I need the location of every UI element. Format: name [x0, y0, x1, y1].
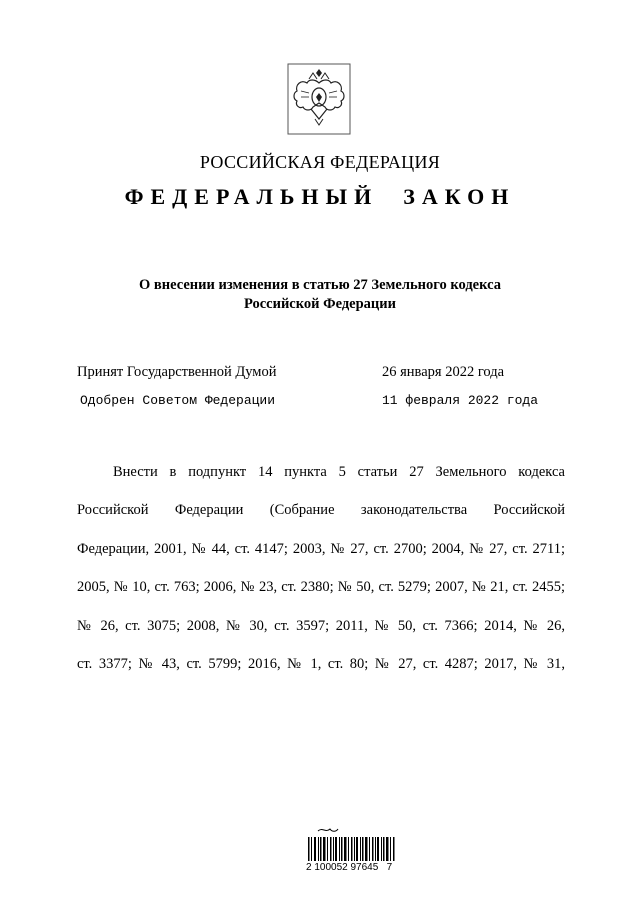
council-approval-date: 11 февраля 2022 года	[382, 393, 539, 408]
law-title-line-2: Российской Федерации	[243, 296, 396, 312]
body-line: 2005, № 10, ст. 763; 2006, № 23, ст. 2380; № 50, ст. 5279; 2007, № 21, ст. 2455;	[77, 579, 565, 595]
coat-of-arms-icon	[287, 63, 351, 135]
body-line: ст. 3377; № 43, ст. 5799; 2016, № 1, ст. 80; № 27, ст. 4287; 2017, № 31,	[77, 656, 565, 672]
body-line: № 26, ст. 3075; 2008, № 30, ст. 3597; 2011, № 50, ст. 7366; 2014, № 26,	[77, 618, 565, 634]
law-title-line-1: О внесении изменения в статью 27 Земельного кодекса	[139, 277, 501, 293]
duma-adoption-date: 26 января 2022 года	[382, 364, 505, 380]
body-line: Внести в подпункт 14 пункта 5 статьи 27 Земельного кодекса	[113, 464, 565, 480]
council-approval-label: Одобрен Советом Федерации	[80, 393, 276, 408]
law-type-heading: ФЕДЕРАЛЬНЫЙ ЗАКОН	[124, 184, 516, 209]
law-title	[70, 276, 570, 314]
duma-adoption-label: Принят Государственной Думой	[77, 364, 277, 380]
country-heading: РОССИЙСКАЯ ФЕДЕРАЦИЯ	[199, 152, 441, 172]
barcode-number: 2 100052 97645 7	[306, 862, 393, 873]
body-line: Федерации, 2001, № 44, ст. 4147; 2003, № 27, ст. 2700; 2004, № 27, ст. 2711;	[77, 541, 565, 557]
body-line: Российской Федерации (Собрание законодательства Российской	[77, 502, 565, 518]
